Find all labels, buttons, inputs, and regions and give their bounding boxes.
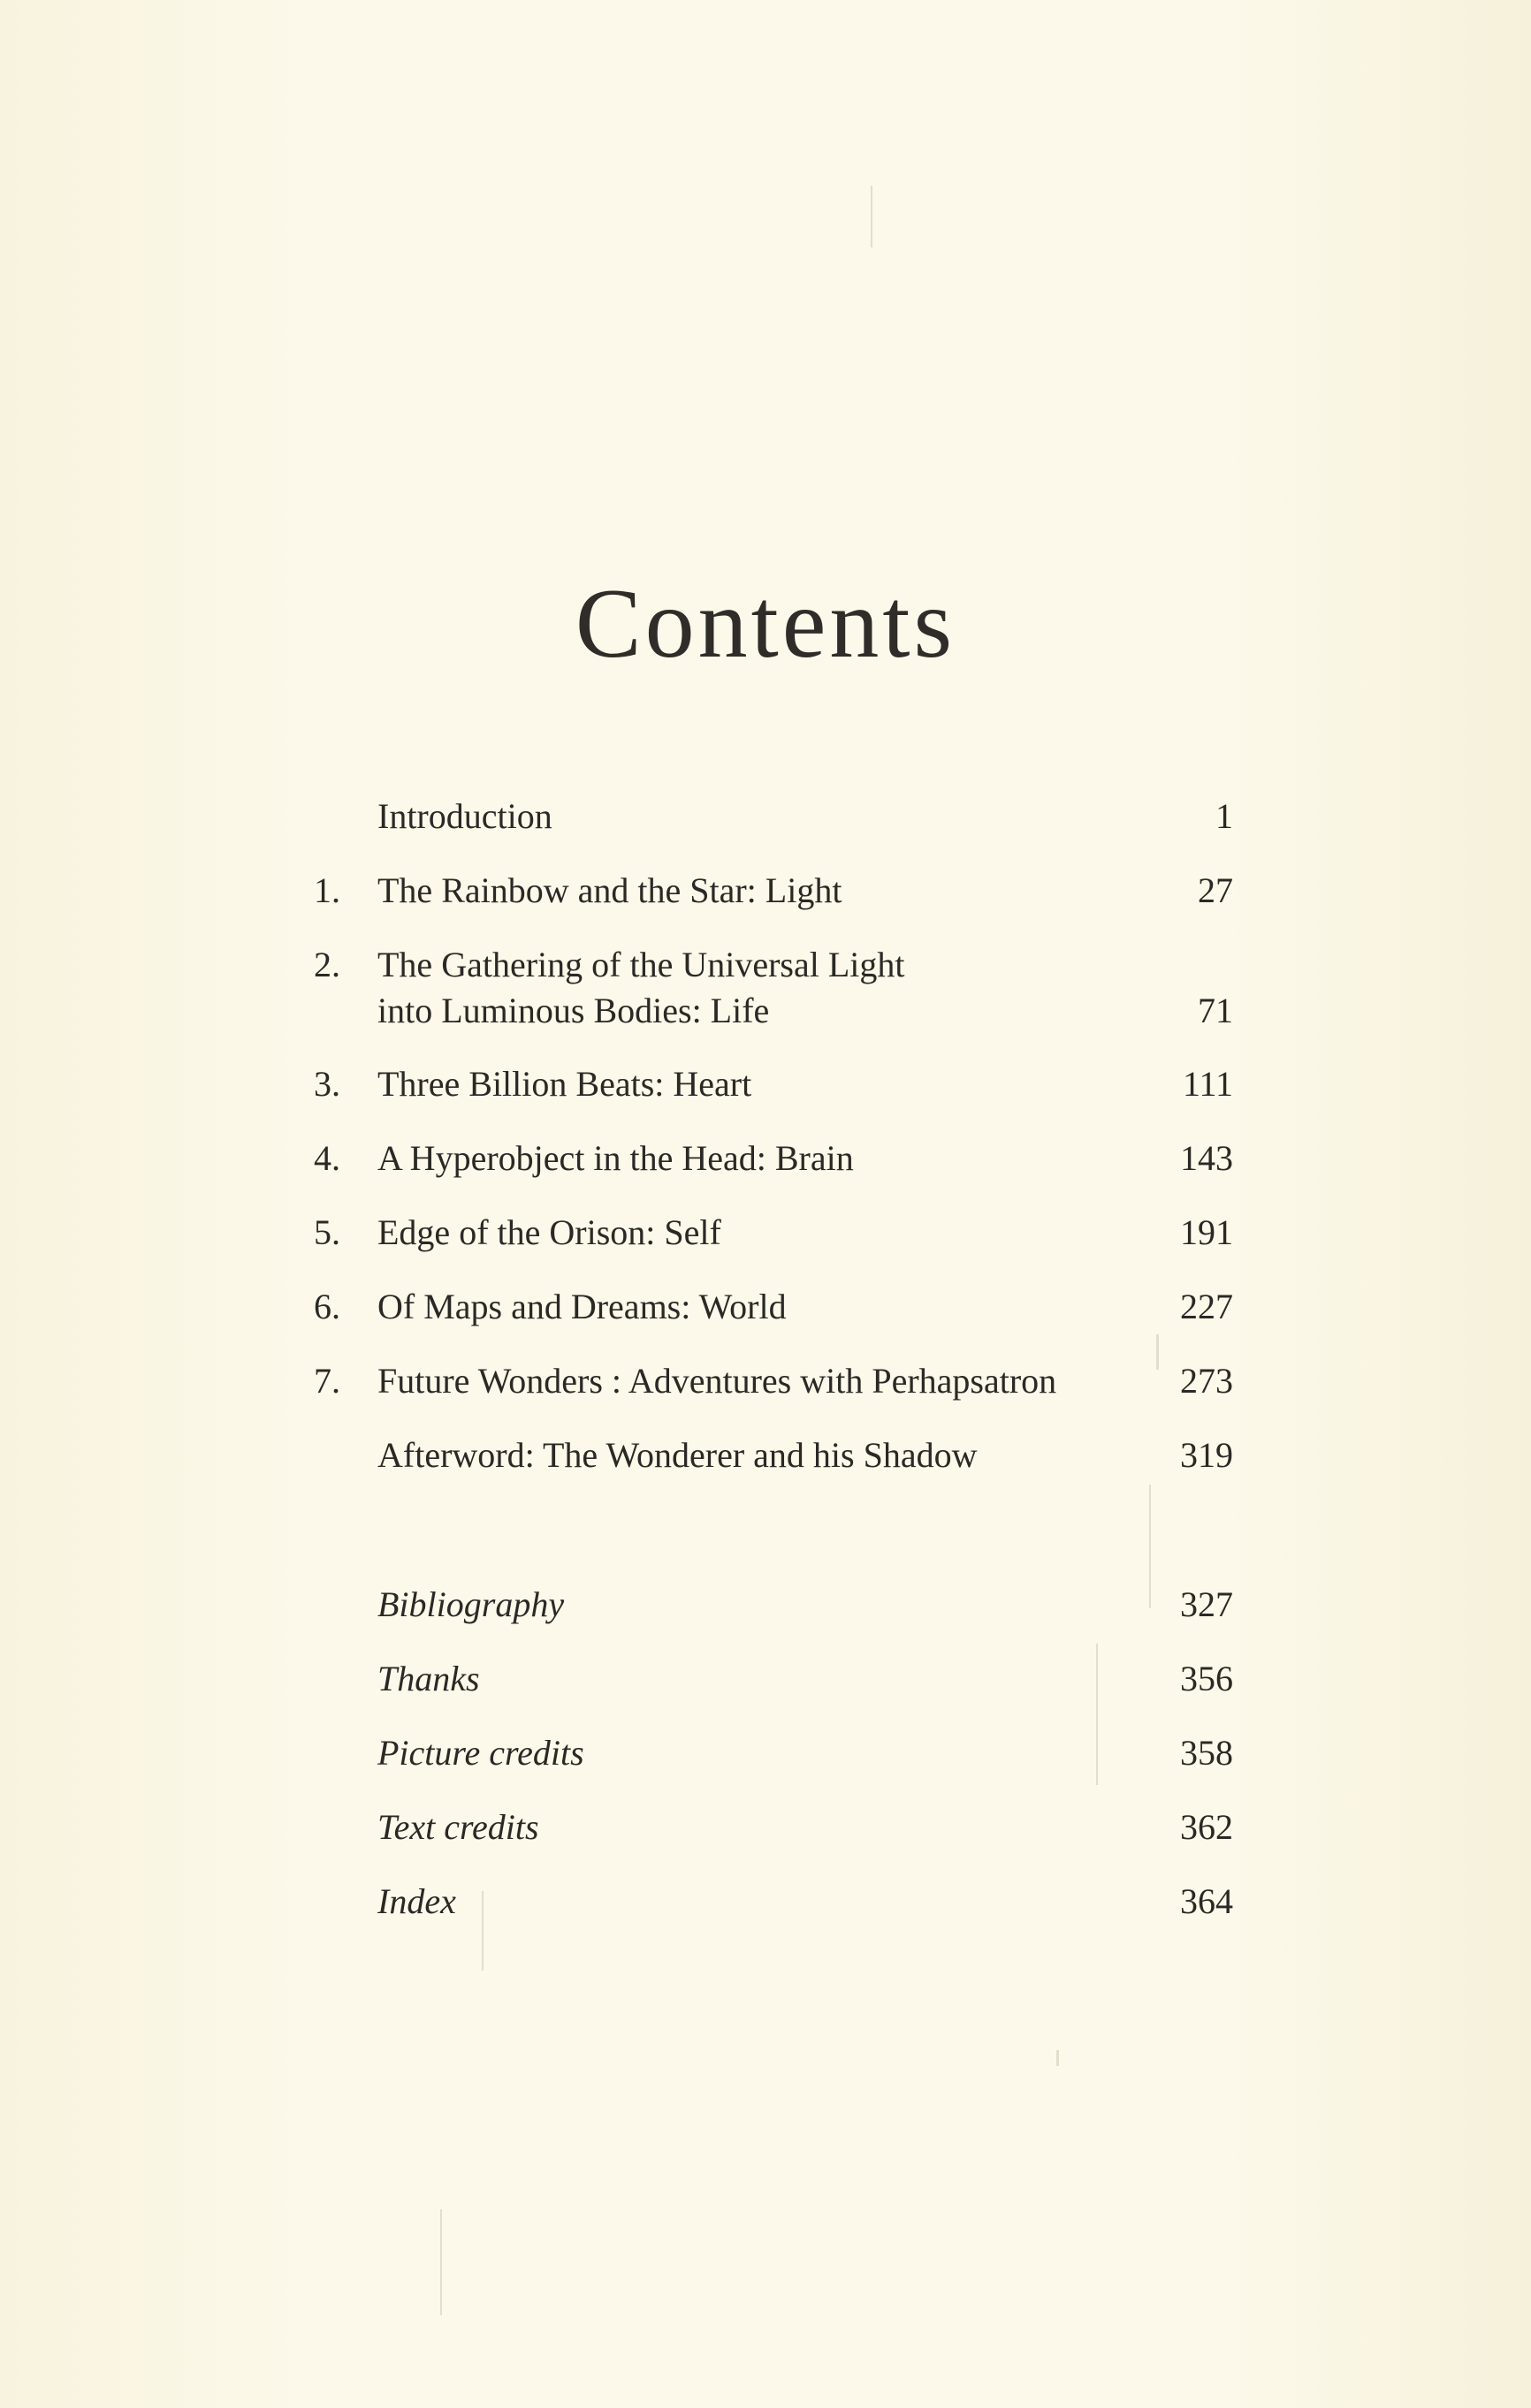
toc-entry-number: 2. <box>314 945 340 984</box>
scan-mark <box>871 186 872 247</box>
toc-entry-title <box>377 942 1173 1034</box>
toc-entry-title <box>377 794 1173 839</box>
toc-entry-title: Picture credits <box>377 1733 584 1773</box>
toc-entry-title-line: Introduction <box>377 796 552 836</box>
toc-entry-number: 3. <box>314 1064 340 1104</box>
toc-entry-title-line: Afterword: The Wonderer and his Shadow <box>377 1435 978 1475</box>
toc-entry-number: 1. <box>314 870 340 910</box>
toc-entry-page: 27 <box>1198 870 1233 910</box>
toc-entry-title <box>377 1358 1173 1404</box>
toc-entry-page: 227 <box>1180 1287 1233 1326</box>
toc-entry-page: 364 <box>1180 1881 1233 1921</box>
toc-entry-title-line: The Gathering of the Universal Light <box>377 945 905 984</box>
toc-entry-title-line: Three Billion Beats: Heart <box>377 1064 752 1104</box>
toc-entry-page: 327 <box>1180 1584 1233 1624</box>
toc-entry-title-line: Edge of the Orison: Self <box>377 1212 721 1252</box>
toc-entry-title <box>377 1061 1173 1107</box>
toc-entry-title: Index <box>377 1881 456 1921</box>
toc-entry-page: 71 <box>1198 991 1233 1030</box>
toc-entry-title-line: The Rainbow and the Star: Light <box>377 870 842 910</box>
scan-mark <box>440 2209 442 2315</box>
toc-entry-title-line: Future Wonders : Adventures with Perhapsatron <box>377 1361 1057 1401</box>
toc-entry-title <box>377 1136 1173 1181</box>
toc-entry-page: 273 <box>1180 1361 1233 1401</box>
scan-mark <box>1149 1485 1151 1608</box>
toc-entry-page: 191 <box>1180 1212 1233 1252</box>
toc-entry-title-line: A Hyperobject in the Head: Brain <box>377 1138 854 1178</box>
toc-entry-page: 358 <box>1180 1733 1233 1773</box>
toc-entry-title-line: Of Maps and Dreams: World <box>377 1287 787 1326</box>
toc-entry-title: Bibliography <box>377 1584 565 1624</box>
toc-entry-title <box>377 868 1173 914</box>
toc-entry-title <box>377 1432 1173 1478</box>
toc-entry-title: Text credits <box>377 1807 539 1847</box>
toc-entry-number: 6. <box>314 1287 340 1326</box>
toc-entry-title <box>377 1284 1173 1330</box>
toc-entry-title <box>377 1210 1173 1256</box>
scan-mark <box>1156 1334 1159 1370</box>
toc-entry-page: 1 <box>1215 796 1233 836</box>
scan-mark <box>482 1891 484 1971</box>
toc-entry-page: 362 <box>1180 1807 1233 1847</box>
toc-entry-number: 4. <box>314 1138 340 1178</box>
toc-entry-title: Thanks <box>377 1659 480 1698</box>
scan-mark <box>1096 1644 1098 1785</box>
toc-entry-number: 7. <box>314 1361 340 1401</box>
toc-entry-page: 143 <box>1180 1138 1233 1178</box>
toc-entry-page: 319 <box>1180 1435 1233 1475</box>
toc-entry-page: 356 <box>1180 1659 1233 1698</box>
page-title: Contents <box>575 569 956 680</box>
toc-entry-title-line: into Luminous Bodies: Life <box>377 991 770 1030</box>
scan-mark <box>1056 2050 1059 2066</box>
toc-entry-page: 111 <box>1182 1064 1233 1104</box>
toc-entry-number: 5. <box>314 1212 340 1252</box>
